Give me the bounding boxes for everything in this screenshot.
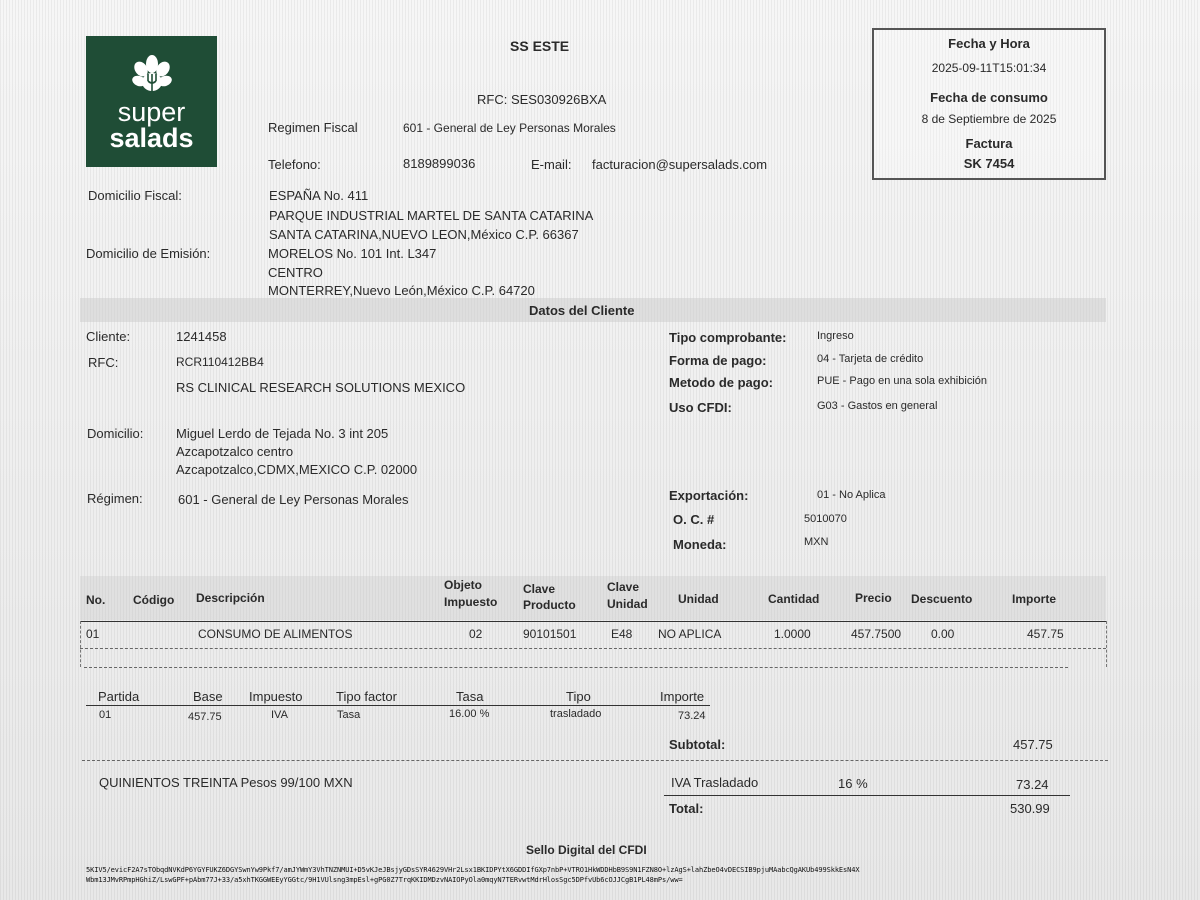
tax-header-tasa: Tasa xyxy=(456,689,484,704)
domicilio-fiscal-line: PARQUE INDUSTRIAL MARTEL DE SANTA CATARINA xyxy=(269,208,594,223)
domicilio-emision-line: MONTERREY,Nuevo León,México C.P. 64720 xyxy=(268,283,535,298)
items-right-border xyxy=(1106,621,1107,667)
issuer-regimen-label: Regimen Fiscal xyxy=(268,120,358,135)
items-left-border xyxy=(80,621,81,667)
tipo-comprobante-value: Ingreso xyxy=(817,330,854,342)
col-header-codigo: Código xyxy=(133,593,175,607)
fecha-consumo-value: 8 de Septiembre de 2025 xyxy=(921,112,1057,126)
col-header-clave-producto-1: Clave xyxy=(523,582,556,596)
cliente-domicilio-line: Miguel Lerdo de Tejada No. 3 int 205 xyxy=(176,426,389,441)
domicilio-fiscal-line: SANTA CATARINA,NUEVO LEON,México C.P. 66367 xyxy=(269,227,579,242)
tax-row-tipo: trasladado xyxy=(550,708,602,720)
logo-text-super: super xyxy=(117,97,186,127)
row-descuento: 0.00 xyxy=(931,627,955,641)
domicilio-emision-label: Domicilio de Emisión: xyxy=(86,246,211,261)
forma-pago-value: 04 - Tarjeta de crédito xyxy=(817,353,924,365)
tipo-comprobante-label: Tipo comprobante: xyxy=(669,330,787,345)
fecha-hora-value: 2025-09-11T15:01:34 xyxy=(931,61,1047,75)
tax-header-tipo-factor: Tipo factor xyxy=(336,689,397,704)
factura-number: SK 7454 xyxy=(963,156,1015,171)
issuer-name: SS ESTE xyxy=(510,38,570,54)
issuer-telefono-value: 8189899036 xyxy=(403,156,476,171)
factura-label: Factura xyxy=(965,136,1013,151)
col-header-precio: Precio xyxy=(855,591,892,605)
total-value: 530.99 xyxy=(1010,801,1050,816)
invoice-date-box xyxy=(872,28,1106,180)
cliente-regimen-label: Régimen: xyxy=(87,491,143,506)
col-header-clave-unidad-2: Unidad xyxy=(607,597,648,611)
tax-row-importe: 73.24 xyxy=(678,710,706,722)
row-descripcion: CONSUMO DE ALIMENTOS xyxy=(198,627,353,641)
items-divider xyxy=(84,667,1068,668)
sello-line: Wbm13JMvRPmpHGhiZ/LswGPF+pAbm77J+33/a5xhTKGGWEEyYGGtc/9H1VUlsng3mpEsl+gPG0Z7TrqKKIDMDzvNAIOPyOla0mqyN7TERvwtMdrHlosSgc5DPfvUb6cOJJCgB1PL48mPs/ww= xyxy=(86,876,683,884)
subtotal-label: Subtotal: xyxy=(669,737,726,752)
moneda-label: Moneda: xyxy=(673,537,727,552)
domicilio-emision-line: MORELOS No. 101 Int. L347 xyxy=(268,246,437,261)
row-no: 01 xyxy=(86,627,100,641)
tax-row-tasa: 16.00 % xyxy=(449,708,490,720)
cliente-rfc-value: RCR110412BB4 xyxy=(176,355,264,369)
col-header-descripcion: Descripción xyxy=(196,591,265,605)
issuer-email-label: E-mail: xyxy=(531,157,572,172)
sello-title: Sello Digital del CFDI xyxy=(526,843,647,857)
iva-label: IVA Trasladado xyxy=(671,775,759,790)
totals-divider xyxy=(82,760,1108,761)
domicilio-fiscal-line: ESPAÑA No. 411 xyxy=(269,188,369,203)
cliente-rfc-label: RFC: xyxy=(88,355,119,370)
oc-value: 5010070 xyxy=(804,513,847,525)
domicilio-emision-line: CENTRO xyxy=(268,265,323,280)
fecha-consumo-label: Fecha de consumo xyxy=(930,90,1048,105)
logo-text-salads: salads xyxy=(109,123,194,153)
salad-leaf-icon xyxy=(132,52,172,96)
tax-header-impuesto: Impuesto xyxy=(249,689,303,704)
issuer-email-value: facturacion@supersalads.com xyxy=(592,157,768,172)
datos-cliente-title: Datos del Cliente xyxy=(529,303,635,318)
col-header-no: No. xyxy=(86,593,106,607)
cliente-domicilio-label: Domicilio: xyxy=(87,426,144,441)
cliente-razon-social: RS CLINICAL RESEARCH SOLUTIONS MEXICO xyxy=(176,380,466,395)
tax-header-partida: Partida xyxy=(98,689,140,704)
oc-label: O. C. # xyxy=(673,512,715,527)
tax-row-partida: 01 xyxy=(99,709,112,721)
cliente-value: 1241458 xyxy=(176,329,227,344)
row-clave-unidad: E48 xyxy=(611,627,633,641)
col-header-impuesto: Impuesto xyxy=(444,595,498,609)
tax-row-impuesto: IVA xyxy=(271,709,288,721)
total-rule xyxy=(664,795,1070,796)
issuer-telefono-label: Telefono: xyxy=(268,157,321,172)
row-precio: 457.7500 xyxy=(851,627,902,641)
issuer-regimen-value: 601 - General de Ley Personas Morales xyxy=(403,121,616,135)
super-salads-logo xyxy=(86,36,217,167)
cliente-domicilio-line: Azcapotzalco,CDMX,MEXICO C.P. 02000 xyxy=(176,462,418,477)
metodo-pago-value: PUE - Pago en una sola exhibición xyxy=(817,375,987,387)
items-header-rule xyxy=(80,621,1106,622)
iva-rate: 16 % xyxy=(838,776,868,791)
col-header-importe: Importe xyxy=(1012,592,1057,606)
moneda-value: MXN xyxy=(804,536,829,548)
total-label: Total: xyxy=(669,801,704,816)
row-cantidad: 1.0000 xyxy=(774,627,811,641)
cliente-label: Cliente: xyxy=(86,329,131,344)
iva-value: 73.24 xyxy=(1016,777,1049,792)
metodo-pago-label: Metodo de pago: xyxy=(669,375,773,390)
tax-header-rule xyxy=(86,705,710,706)
tax-header-importe: Importe xyxy=(660,689,705,704)
tax-header-base: Base xyxy=(193,689,223,704)
tax-row-base: 457.75 xyxy=(188,711,222,723)
issuer-rfc: RFC: SES030926BXA xyxy=(477,92,607,107)
forma-pago-label: Forma de pago: xyxy=(669,353,767,368)
row-importe: 457.75 xyxy=(1027,627,1064,641)
amount-in-words: QUINIENTOS TREINTA Pesos 99/100 MXN xyxy=(99,775,353,790)
col-header-cantidad: Cantidad xyxy=(768,592,820,606)
col-header-objeto: Objeto xyxy=(444,578,482,592)
row-clave-producto: 90101501 xyxy=(523,627,577,641)
exportacion-value: 01 - No Aplica xyxy=(817,489,886,501)
uso-cfdi-value: G03 - Gastos en general xyxy=(817,400,938,412)
tax-row-tipo-factor: Tasa xyxy=(337,709,361,721)
cliente-regimen-value: 601 - General de Ley Personas Morales xyxy=(178,492,409,507)
row-unidad: NO APLICA xyxy=(658,627,722,641)
uso-cfdi-label: Uso CFDI: xyxy=(669,400,732,415)
row-objeto: 02 xyxy=(469,627,483,641)
exportacion-label: Exportación: xyxy=(669,488,749,503)
col-header-clave-producto-2: Producto xyxy=(523,598,576,612)
domicilio-fiscal-label: Domicilio Fiscal: xyxy=(88,188,182,203)
sello-line: 5KIV5/evicF2A7sTObqdNVKdP6YGYFUKZ6DGYSwnYw9Pkf7/amJYWmY3VhTNZNMUI+D5vKJeJBsjyGDsSYR4629VHr2Lsx1BKIDPYtX6GDDIfGXp7nbP+VTRO1HkWDDHbB9S9N1FZN8O+lzAgS+lahZbeO4vDECSIB9pjuMAabcQgAKUb499SkkEsN4X xyxy=(86,866,860,874)
items-divider xyxy=(80,648,1106,649)
subtotal-value: 457.75 xyxy=(1013,737,1053,752)
col-header-clave-unidad-1: Clave xyxy=(607,580,640,594)
fecha-hora-label: Fecha y Hora xyxy=(948,36,1030,51)
col-header-descuento: Descuento xyxy=(911,592,973,606)
col-header-unidad: Unidad xyxy=(678,592,719,606)
cliente-domicilio-line: Azcapotzalco centro xyxy=(176,444,294,459)
tax-header-tipo: Tipo xyxy=(566,689,591,704)
